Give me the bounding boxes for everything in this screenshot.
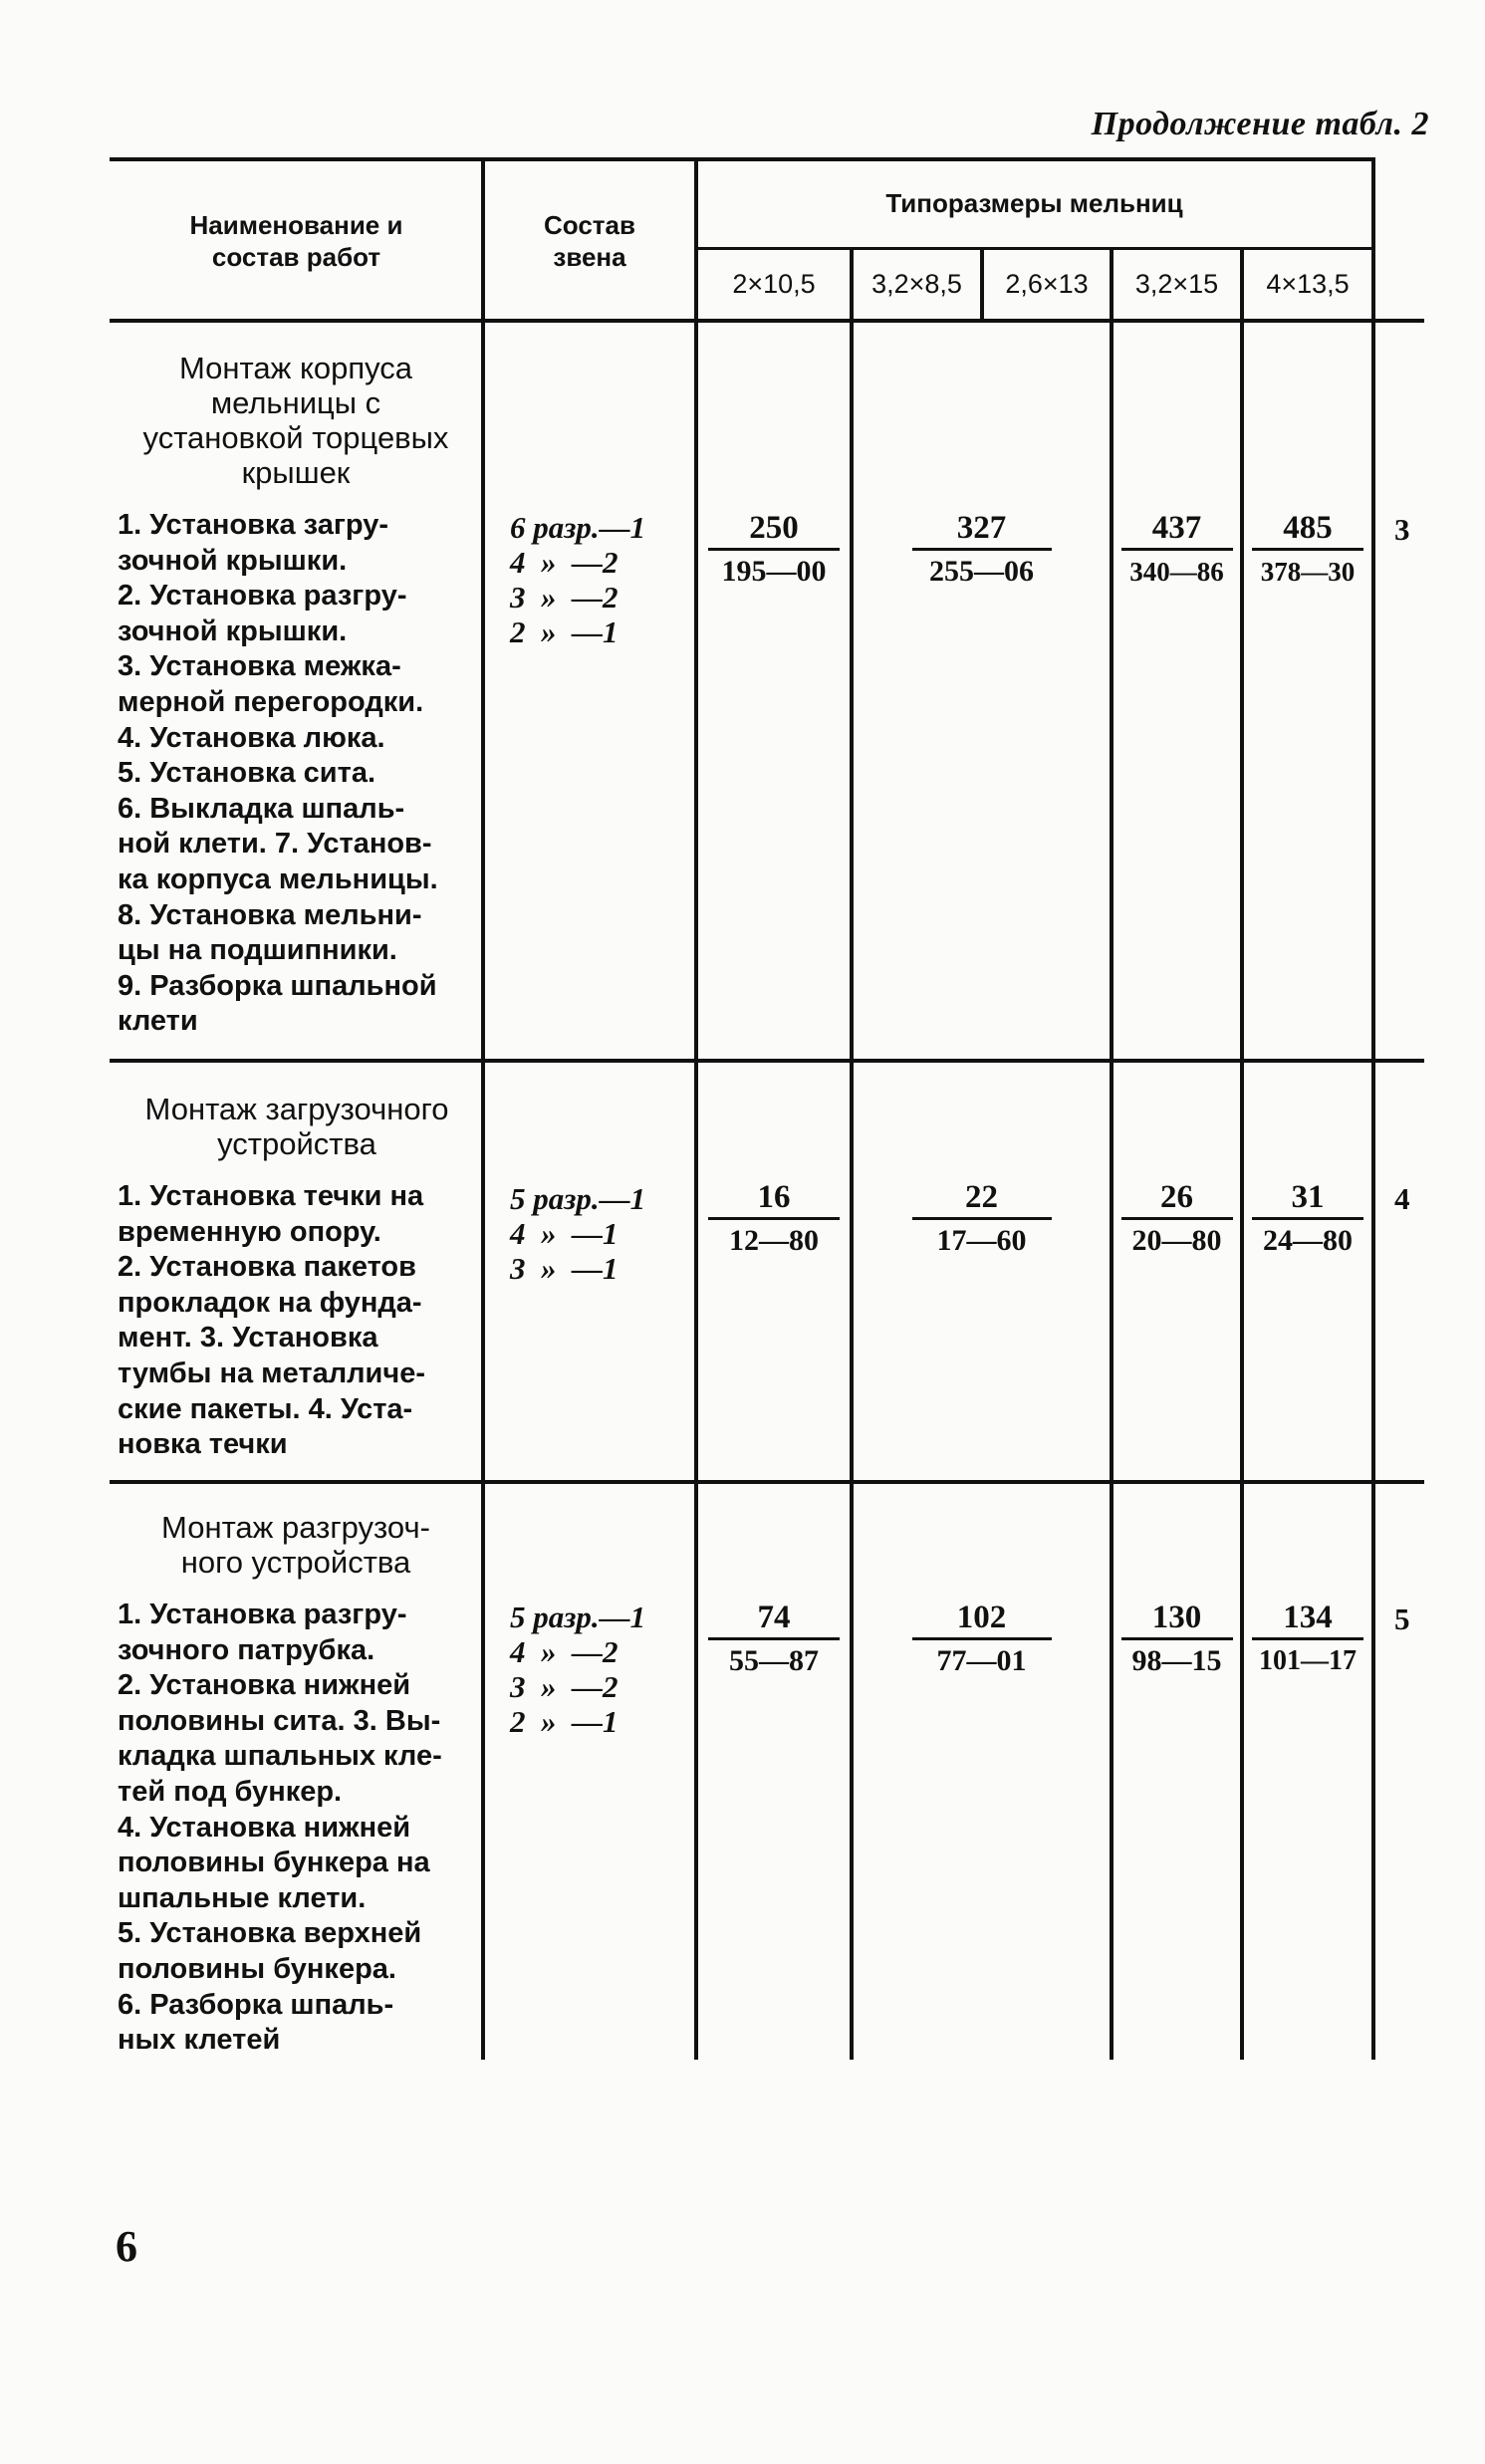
section-3-value-4: 134 101—17 [1244,1600,1371,1678]
section-divider-2 [110,1480,1424,1484]
section-3-title: Монтаж разгрузоч- ного устройства [161,1510,430,1580]
header-size-2: 3,2×8,5 [871,269,962,299]
col-rule-size5 [1371,157,1375,2060]
table-top-rule [110,157,1374,161]
section-2-value-3: 26 20—80 [1114,1179,1240,1258]
page-number: 6 [116,2222,137,2271]
header-size-5: 4×13,5 [1266,269,1350,299]
section-2-crew: 5 разр.—1 4 » —1 3 » —1 [510,1181,646,1286]
section-divider-1 [110,1059,1424,1063]
header-size-4: 3,2×15 [1134,269,1219,299]
sizes-header-rule [695,247,1374,250]
table-caption: Продолжение табл. 2 [1091,106,1429,142]
header-crew: Состав звена [544,210,635,272]
col-rule-crew [694,157,698,2060]
section-2-items: 1. Установка течки на временную опору. 2. Установка пакетов прокладок на фунда- мент. 3. Установка тумбы на металличе- ские пакеты. 4. Уста- новка течки [118,1180,426,1461]
header-bottom-rule [110,319,1424,323]
section-1-crew: 6 разр.—1 4 » —2 3 » —2 2 » —1 [510,510,646,649]
section-3-value-3: 130 98—15 [1114,1600,1240,1678]
section-1-title: Монтаж корпуса мельницы с установкой торцевых крышек [142,351,449,490]
section-1-row-number: 3 [1394,512,1410,547]
section-1-items: 1. Установка загру- зочной крышки. 2. Установка разгру- зочной крышки. 3. Установка межка- мерной перегородки. 4. Установка люка. 5. Установка сита. 6. Выкладка шпаль- ной клети. 7. Установ- ка корпуса мельницы. 8. Установка мельни- цы на подшипники. 9. Разборка шпальной клети [118,509,438,1038]
section-2-title: Монтаж загрузочного устройства [144,1092,449,1161]
section-3-items: 1. Установка разгру- зочного патрубка. 2. Установка нижней половины сита. 3. Вы- кладка шпальных кле- тей под бункер. 4. Установка нижней половины бункера на шпальные клети. 5. Установка верхней половины бункера. 6. Разборка шпаль- ных клетей [118,1599,442,2057]
section-2-row-number: 4 [1394,1181,1410,1216]
section-2-value-1: 16 12—80 [698,1179,850,1258]
header-size-1: 2×10,5 [732,269,816,299]
section-2-value-4: 31 24—80 [1244,1179,1371,1258]
section-1-value-3: 437 340—86 [1114,510,1240,589]
section-3-value-1: 74 55—87 [698,1600,850,1678]
section-2-value-2: 22 17—60 [854,1179,1110,1258]
section-1-value-1: 250 195—00 [698,510,850,589]
section-3-crew: 5 разр.—1 4 » —2 3 » —2 2 » —1 [510,1600,646,1739]
section-3-row-number: 5 [1394,1602,1410,1636]
section-1-value-2: 327 255—06 [854,510,1110,589]
header-work: Наименование и состав работ [189,210,403,272]
section-1-value-4: 485 378—30 [1244,510,1371,589]
header-sizes-title: Типоразмеры мельниц [885,188,1183,218]
section-3-value-2: 102 77—01 [854,1600,1110,1678]
header-size-3: 2,6×13 [1005,269,1089,299]
